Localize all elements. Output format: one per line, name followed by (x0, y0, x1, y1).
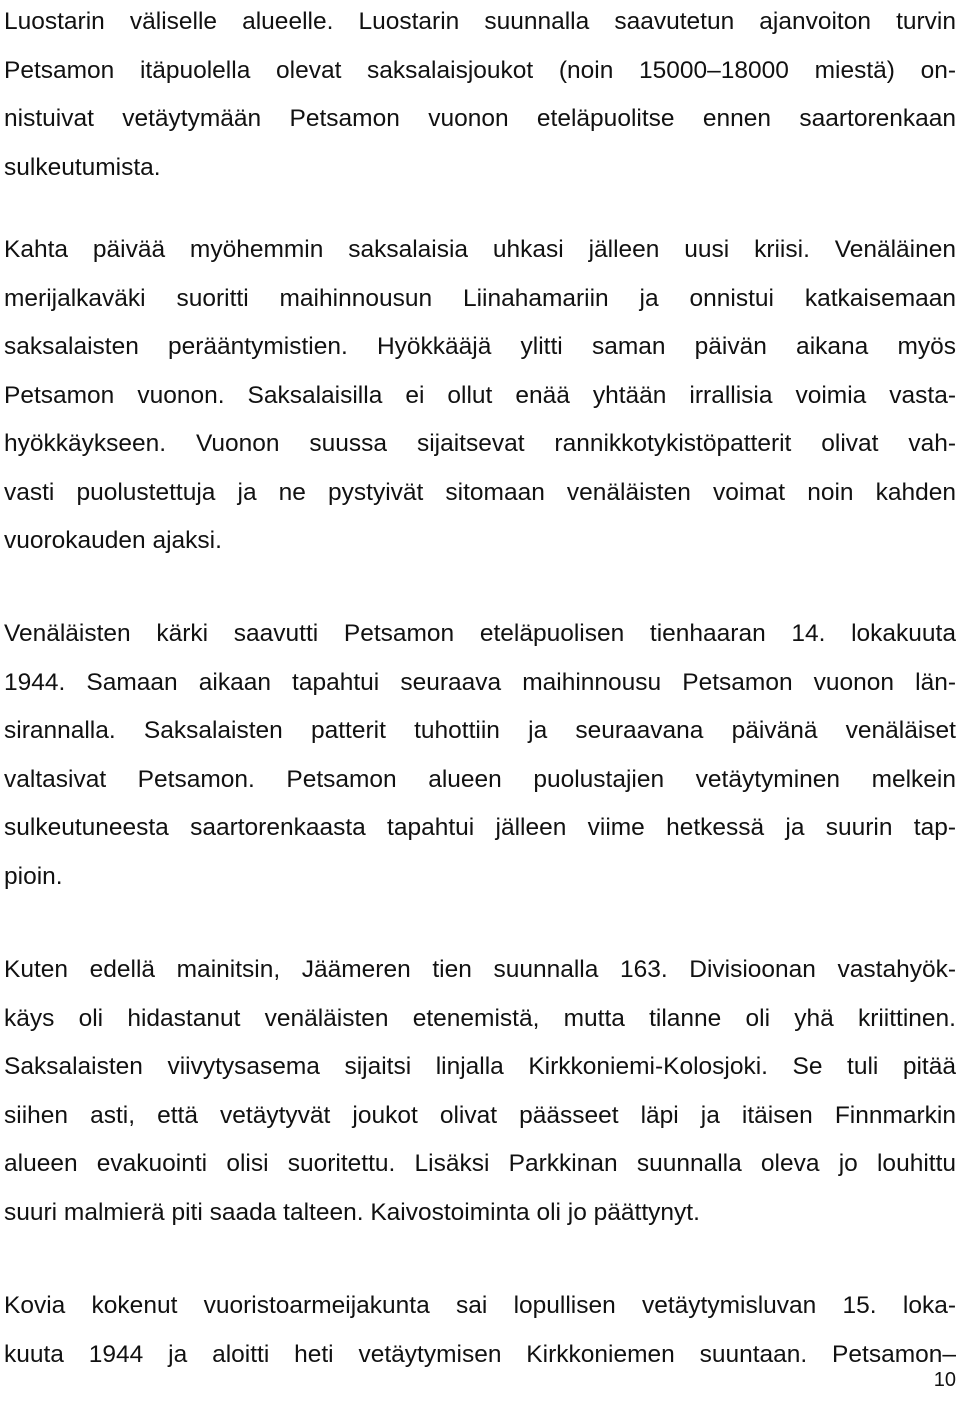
text-line: sirannalla. Saksalaisten patterit tuhottiin ja seuraavana päivänä venäläiset (4, 717, 956, 744)
text-line: saksalaisten perääntymistien. Hyökkääjä ylitti saman päivän aikana myös (4, 333, 956, 360)
page-number: 10 (933, 1369, 956, 1391)
text-line: Saksalaisten viivytysasema sijaitsi linjalla Kirkkoniemi-Kolosjoki. Se tuli pitää (4, 1053, 956, 1080)
paragraph-1 (4, 0, 956, 192)
text-line: sulkeutumista. (4, 153, 161, 181)
paragraph-5 (4, 1282, 956, 1379)
text-line: nistuivat vetäytymään Petsamon vuonon eteläpuolitse ennen saartorenkaan (4, 105, 956, 132)
text-line: pioin. (4, 862, 63, 890)
text-line: vasti puolustettuja ja ne pystyivät sitomaan venäläisten voimat noin kahden (4, 478, 956, 506)
text-line: Kuten edellä mainitsin, Jäämeren tien suunnalla 163. Divisioonan vastahyök- (4, 956, 956, 983)
text-line: Kovia kokenut vuoristoarmeijakunta sai lopullisen vetäytymisluvan 15. loka- (4, 1292, 956, 1319)
text-line: 1944. Samaan aikaan tapahtui seuraava maihinnousu Petsamon vuonon län- (4, 668, 956, 696)
text-line: Petsamon vuonon. Saksalaisilla ei ollut enää yhtään irrallisia voimia vasta- (4, 381, 956, 409)
text-line: suuri malmierä piti saada talteen. Kaivostoiminta oli jo päättynyt. (4, 1198, 700, 1226)
text-line: sulkeutuneesta saartorenkaasta tapahtui jälleen viime hetkessä ja suurin tap- (4, 814, 956, 841)
paragraph-3 (4, 610, 956, 901)
text-line: Venäläisten kärki saavutti Petsamon eteläpuolisen tienhaaran 14. lokakuuta (4, 620, 956, 647)
text-line: valtasivat Petsamon. Petsamon alueen puolustajien vetäytyminen melkein (4, 765, 956, 793)
text-line: merijalkaväki suoritti maihinnousun Liinahamariin ja onnistui katkaisemaan (4, 284, 956, 312)
text-line: Petsamon itäpuolella olevat saksalaisjoukot (noin 15000–18000 miestä) on- (4, 56, 956, 84)
paragraph-2 (4, 226, 956, 566)
text-line: käys oli hidastanut venäläisten etenemistä, mutta tilanne oli yhä kriittinen. (4, 1004, 956, 1032)
text-line: hyökkäykseen. Vuonon suussa sijaitsevat rannikkotykistöpatterit olivat vah- (4, 430, 956, 457)
paragraph-4 (4, 946, 956, 1237)
text-line: kuuta 1944 ja aloitti heti vetäytymisen Kirkkoniemen suuntaan. Petsamon– (4, 1340, 956, 1368)
text-line: alueen evakuointi olisi suoritettu. Lisäksi Parkkinan suunnalla oleva jo louhittu (4, 1150, 956, 1177)
text-line: Kahta päivää myöhemmin saksalaisia uhkasi jälleen uusi kriisi. Venäläinen (4, 236, 956, 263)
text-line: Luostarin väliselle alueelle. Luostarin suunnalla saavutetun ajanvoiton turvin (4, 8, 956, 35)
text-line: siihen asti, että vetäytyvät joukot olivat päässeet läpi ja itäisen Finnmarkin (4, 1101, 956, 1129)
text-line: vuorokauden ajaksi. (4, 527, 222, 554)
